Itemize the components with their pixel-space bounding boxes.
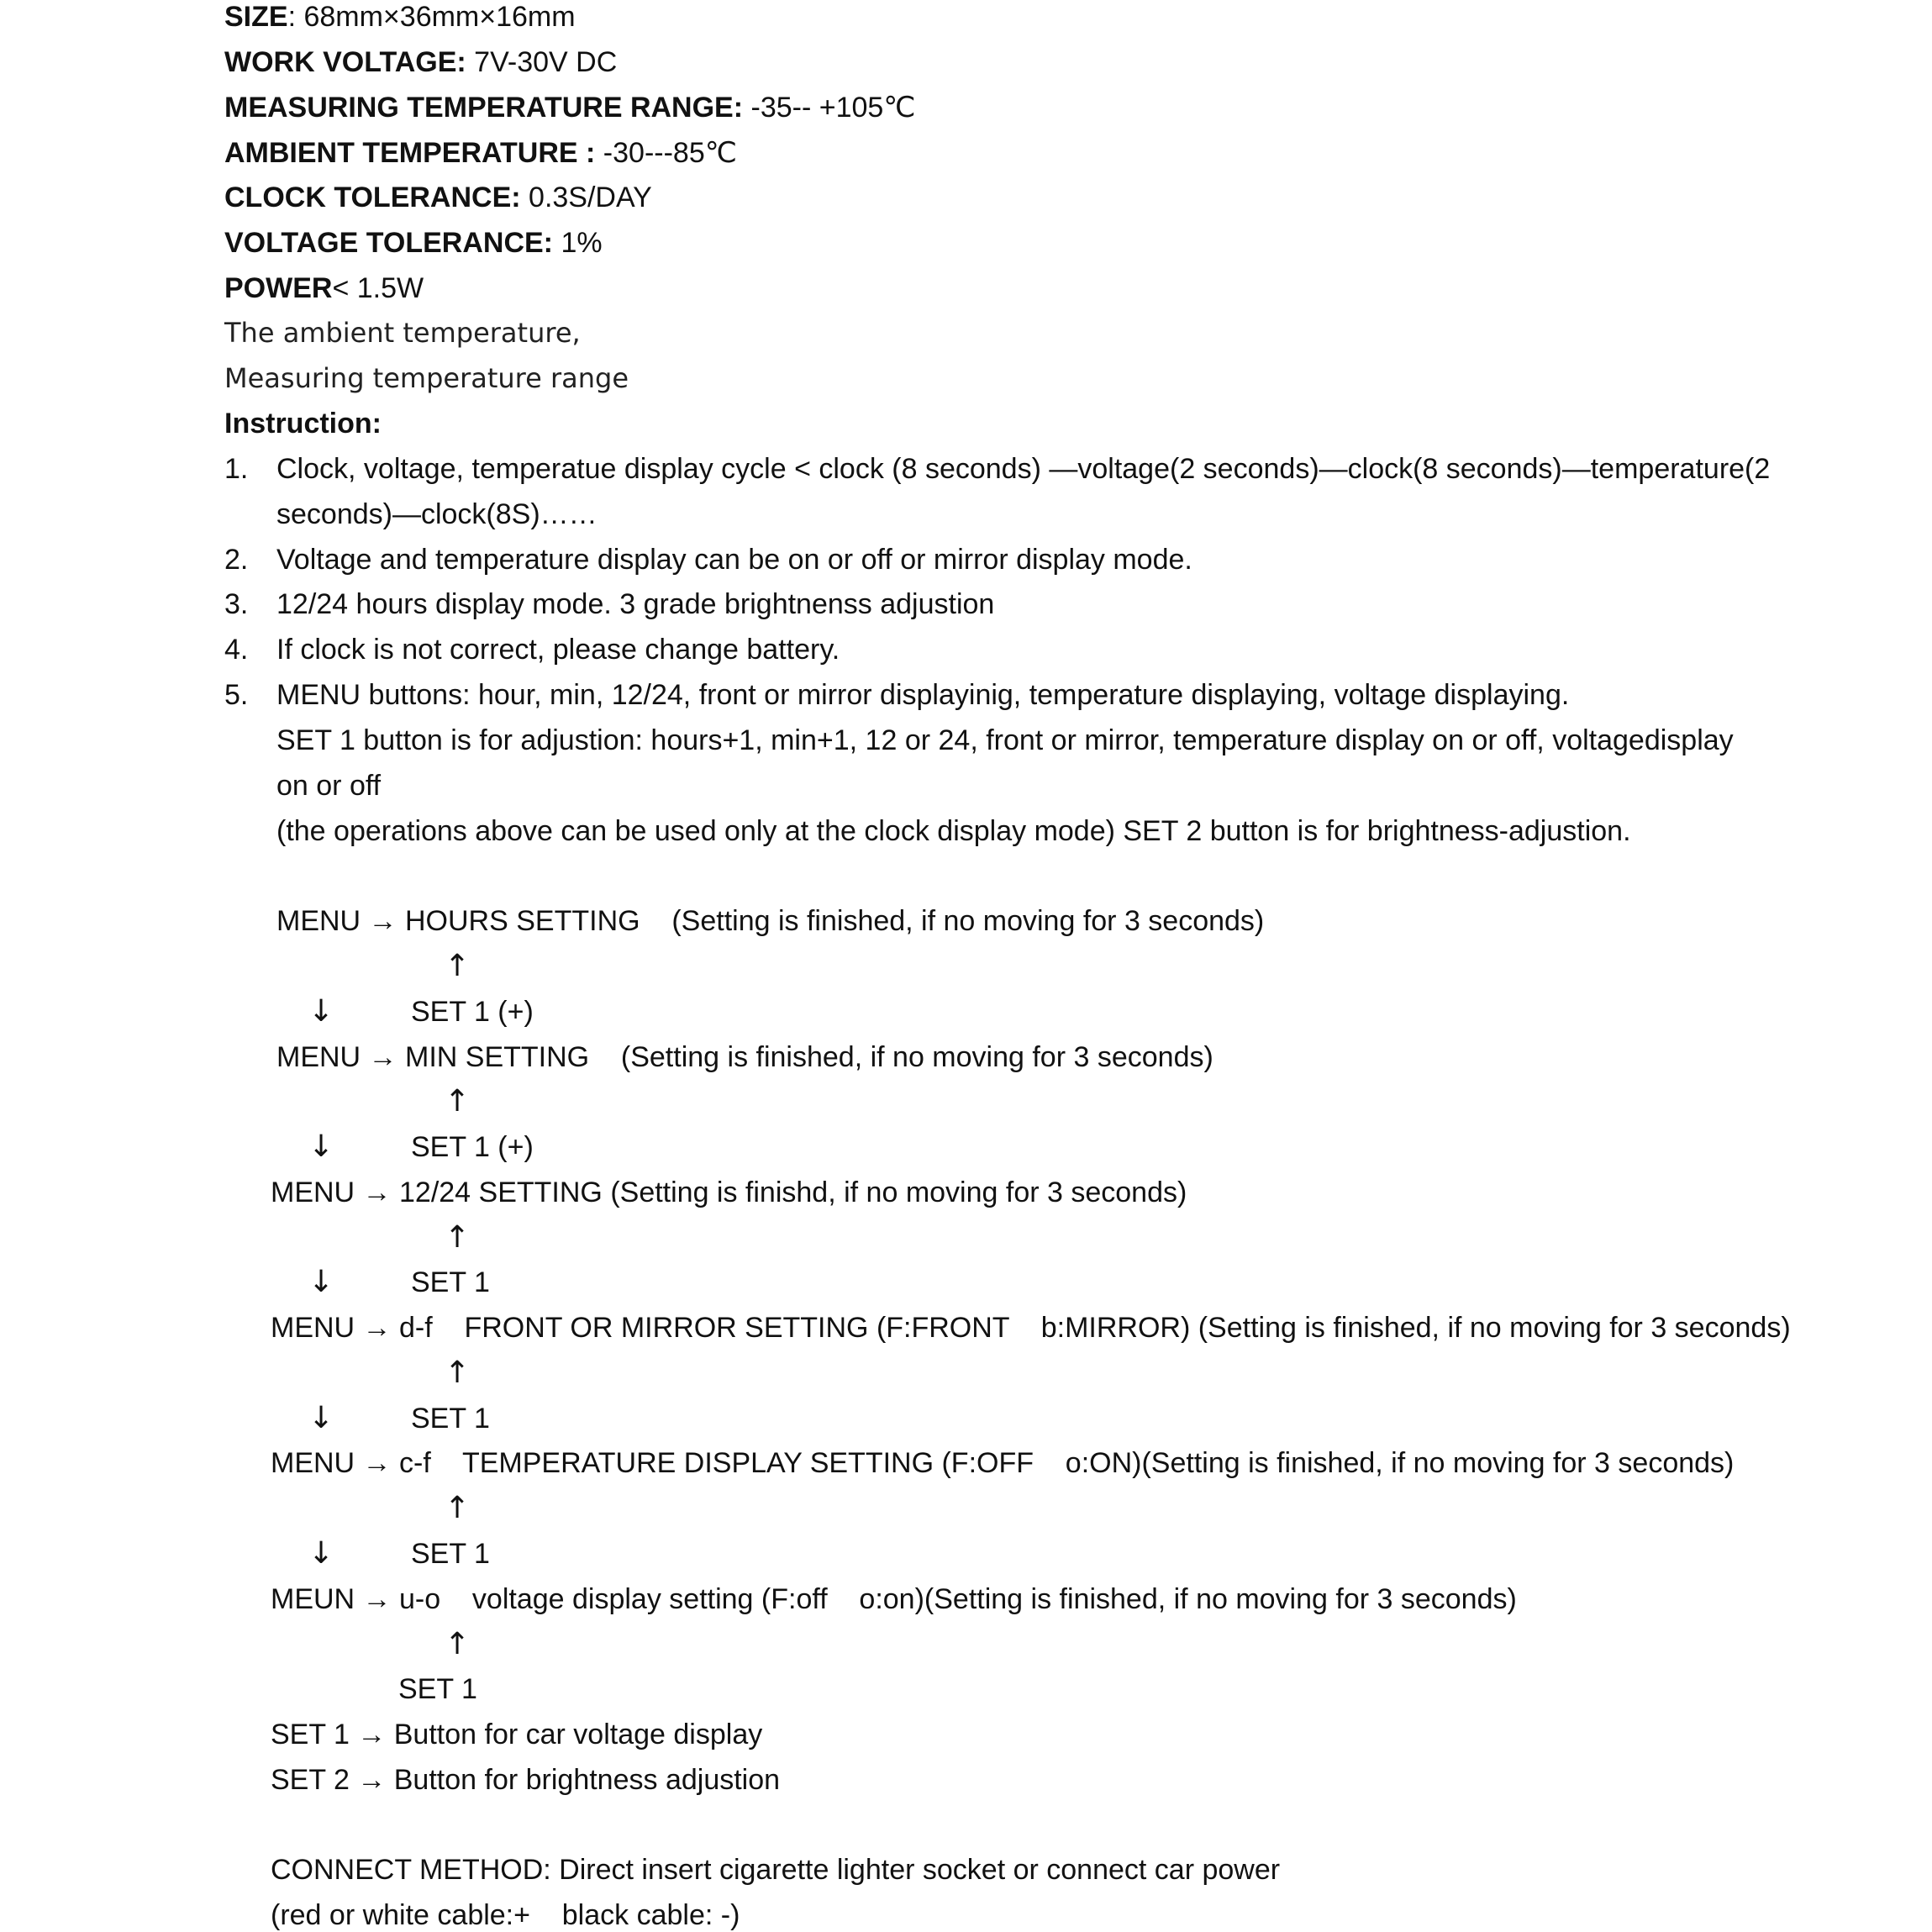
spec-value: 1% xyxy=(553,227,603,259)
arrow-down-icon: ↓ xyxy=(308,994,334,1029)
list-number: 4. xyxy=(224,634,249,666)
list-number: 5. xyxy=(224,679,249,711)
spec-value: : 68mm×36mm×16mm xyxy=(287,1,576,33)
arrow-down-icon: ↓ xyxy=(308,1129,334,1164)
spec-power xyxy=(224,271,424,305)
list-number: 3. xyxy=(224,588,249,620)
flow-menu-step: MENU → 12/24 SETTING (Setting is finishd, if no moving for 3 seconds) xyxy=(271,1177,1187,1208)
flow-menu-step: MEUN → u-o voltage display setting (F:off o:on)(Setting is finished, if no moving for 3 seconds) xyxy=(271,1583,1517,1615)
spec-label: MEASURING TEMPERATURE RANGE: xyxy=(224,92,744,124)
instruction-line: (the operations above can be used only at the clock display mode) SET 2 button is for brightness-adjustion. xyxy=(276,815,1631,847)
list-number: 1. xyxy=(224,453,249,485)
instruction-line: Clock, voltage, temperatue display cycle < clock (8 seconds) —voltage(2 seconds)—clock(8 seconds)—temperature(2 xyxy=(276,453,1771,485)
button-description: SET 1 → Button for car voltage display xyxy=(271,1719,763,1750)
spec-measuring-range xyxy=(224,91,916,124)
flow-menu-step: MENU → c-f TEMPERATURE DISPLAY SETTING (F:OFF o:ON)(Setting is finished, if no moving for 3 seconds) xyxy=(271,1447,1735,1479)
arrow-up-icon: ↑ xyxy=(445,1491,471,1525)
arrow-up-icon: ↑ xyxy=(445,1627,471,1661)
instruction-line: 12/24 hours display mode. 3 grade brightnenss adjustion xyxy=(276,588,995,620)
spec-value: 7V-30V DC xyxy=(466,46,618,78)
spec-value: -35-- +105℃ xyxy=(743,92,916,124)
arrow-up-icon: ↑ xyxy=(445,949,471,983)
flow-menu-step: MENU → d-f FRONT OR MIRROR SETTING (F:FRONT b:MIRROR) (Setting is finished, if no moving for 3 seconds) xyxy=(271,1312,1791,1344)
instruction-line: seconds)—clock(8S)…… xyxy=(276,498,597,530)
spec-label: VOLTAGE TOLERANCE: xyxy=(224,227,553,259)
spec-label: WORK VOLTAGE: xyxy=(224,46,466,78)
connect-method: CONNECT METHOD: Direct insert cigarette lighter socket or connect car power xyxy=(271,1854,1281,1886)
arrow-up-icon: ↑ xyxy=(445,1220,471,1255)
flow-set-step: SET 1 xyxy=(411,1538,490,1570)
note-line: The ambient temperature, xyxy=(224,317,581,349)
spec-ambient-temperature xyxy=(224,136,737,170)
connect-cables: (red or white cable:+ black cable: -) xyxy=(271,1899,740,1931)
flow-set-step: SET 1 (+) xyxy=(411,1131,534,1163)
list-number: 2. xyxy=(224,544,249,576)
arrow-up-icon: ↑ xyxy=(445,1356,471,1390)
spec-voltage-tolerance xyxy=(224,226,603,260)
spec-label: CLOCK TOLERANCE: xyxy=(224,182,521,213)
spec-size xyxy=(224,0,576,34)
button-description: SET 2 → Button for brightness adjustion xyxy=(271,1764,781,1796)
spec-value: < 1.5W xyxy=(332,272,424,304)
instruction-line: SET 1 button is for adjustion: hours+1, min+1, 12 or 24, front or mirror, temperature display on or off, voltagedisplay xyxy=(276,724,1734,756)
flow-set-step: SET 1 (+) xyxy=(411,996,534,1028)
spec-label: POWER xyxy=(224,272,333,304)
spec-value: 0.3S/DAY xyxy=(520,182,652,213)
flow-set-step: SET 1 xyxy=(398,1673,477,1705)
instruction-line: If clock is not correct, please change battery. xyxy=(276,634,840,666)
flow-menu-step: MENU → HOURS SETTING (Setting is finished, if no moving for 3 seconds) xyxy=(276,905,1265,937)
arrow-down-icon: ↓ xyxy=(308,1265,334,1299)
arrow-up-icon: ↑ xyxy=(445,1084,471,1119)
spec-label: SIZE xyxy=(224,1,288,33)
note-line: Measuring temperature range xyxy=(224,362,629,394)
arrow-down-icon: ↓ xyxy=(308,1401,334,1435)
spec-work-voltage xyxy=(224,45,617,79)
spec-value: -30---85℃ xyxy=(595,137,737,169)
flow-menu-step: MENU → MIN SETTING (Setting is finished, if no moving for 3 seconds) xyxy=(276,1041,1213,1073)
instruction-heading: Instruction: xyxy=(224,408,382,440)
spec-clock-tolerance xyxy=(224,181,652,214)
flow-set-step: SET 1 xyxy=(411,1403,490,1435)
flow-set-step: SET 1 xyxy=(411,1266,490,1298)
instruction-line: Voltage and temperature display can be on or off or mirror display mode. xyxy=(276,544,1192,576)
instruction-line: MENU buttons: hour, min, 12/24, front or mirror displayinig, temperature displaying, voltage displaying. xyxy=(276,679,1570,711)
arrow-down-icon: ↓ xyxy=(308,1536,334,1571)
spec-label: AMBIENT TEMPERATURE : xyxy=(224,137,596,169)
instruction-line: on or off xyxy=(276,770,382,802)
